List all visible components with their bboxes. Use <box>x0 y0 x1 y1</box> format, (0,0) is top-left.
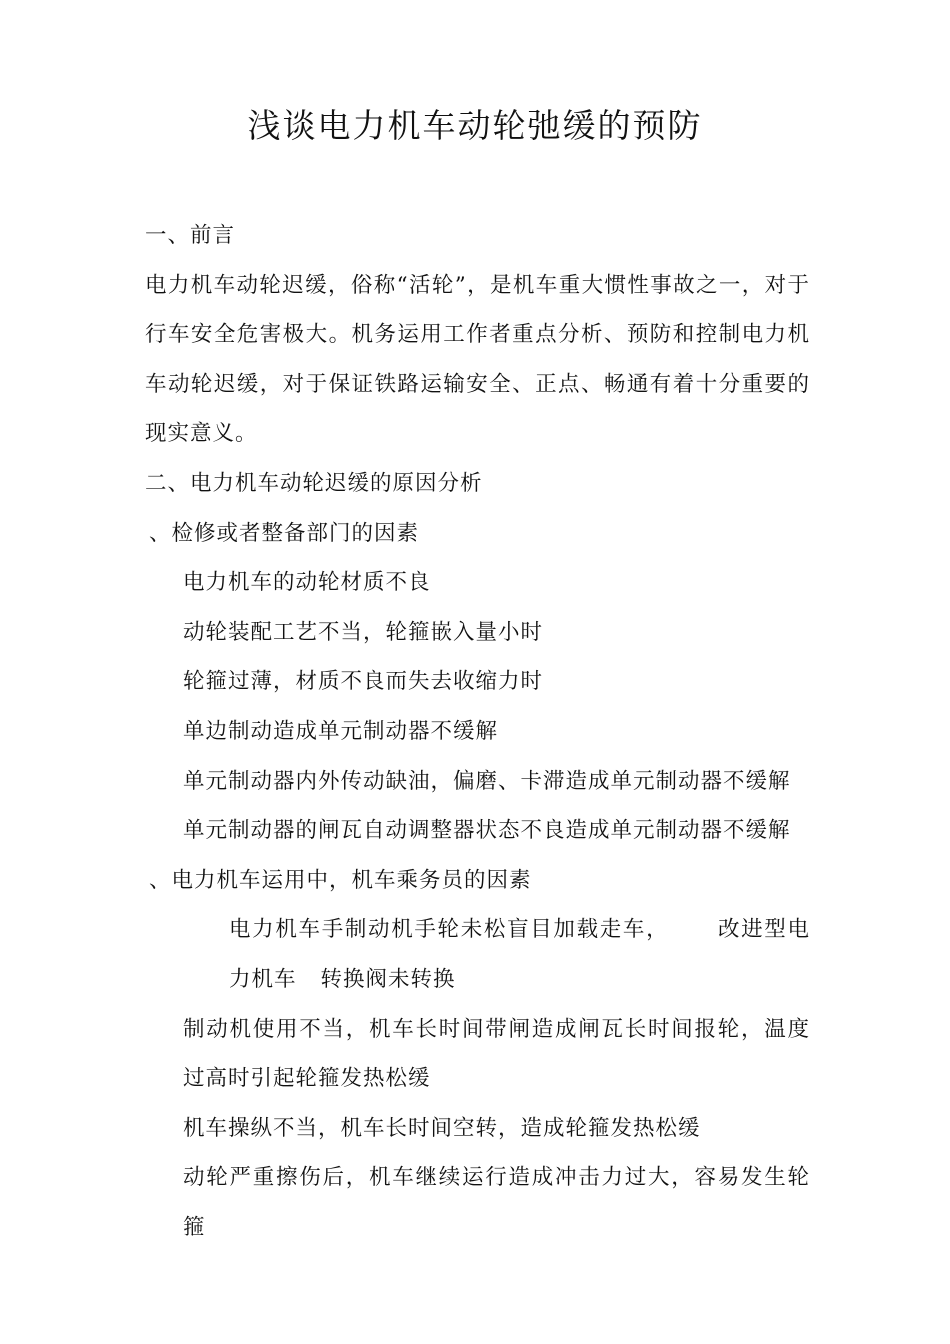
list-item: 单边制动造成单元制动器不缓解 <box>183 718 499 744</box>
list-item-text: 转换阀未转换 <box>320 966 456 992</box>
list-item-text: 改进型电力机车 <box>229 917 810 992</box>
subsection-heading-crew: 、电力机车运用中，机车乘务员的因素 <box>149 867 532 893</box>
document-body <box>145 211 810 1252</box>
section-heading-cause-analysis: 二、电力机车动轮迟缓的原因分析 <box>145 470 483 496</box>
list-item <box>145 905 810 1004</box>
list-item: 单元制动器的闸瓦自动调整器状态不良造成单元制动器不缓解 <box>183 818 791 844</box>
list-item: 轮箍过薄，材质不良而失去收缩力时 <box>183 669 544 695</box>
section-heading-preface: 一、前言 <box>145 223 236 248</box>
list-item: 制动机使用不当，机车长时间带闸造成闸瓦长时间报轮，温度过高时引起轮箍发热松缓 <box>183 1016 810 1092</box>
document-title: 浅谈电力机车动轮弛缓的预防 <box>247 106 703 145</box>
list-item: 动轮装配工艺不当，轮箍嵌入量小时 <box>183 619 544 645</box>
list-item-text: 电力机车手制动机手轮未松盲目加载走车， <box>229 917 670 943</box>
list-item: 电力机车的动轮材质不良 <box>183 570 431 596</box>
list-item: 单元制动器内外传动缺油，偏磨、卡滞造成单元制动器不缓解 <box>183 768 791 794</box>
subsection-heading-maintenance: 、检修或者整备部门的因素 <box>149 520 420 546</box>
preface-paragraph: 电力机车动轮迟缓，俗称“活轮”，是机车重大惯性事故之一，对于行车安全危害极大。机务运用工作者重点分析、预防和控制电力机车动轮迟缓，对于保证铁路运输安全、正点、畅通有着十分重要的现实意义。 <box>145 272 810 447</box>
list-item: 机车操纵不当，机车长时间空转，造成轮箍发热松缓 <box>183 1115 701 1141</box>
list-item: 动轮严重擦伤后，机车继续运行造成冲击力过大，容易发生轮箍 <box>183 1165 810 1240</box>
